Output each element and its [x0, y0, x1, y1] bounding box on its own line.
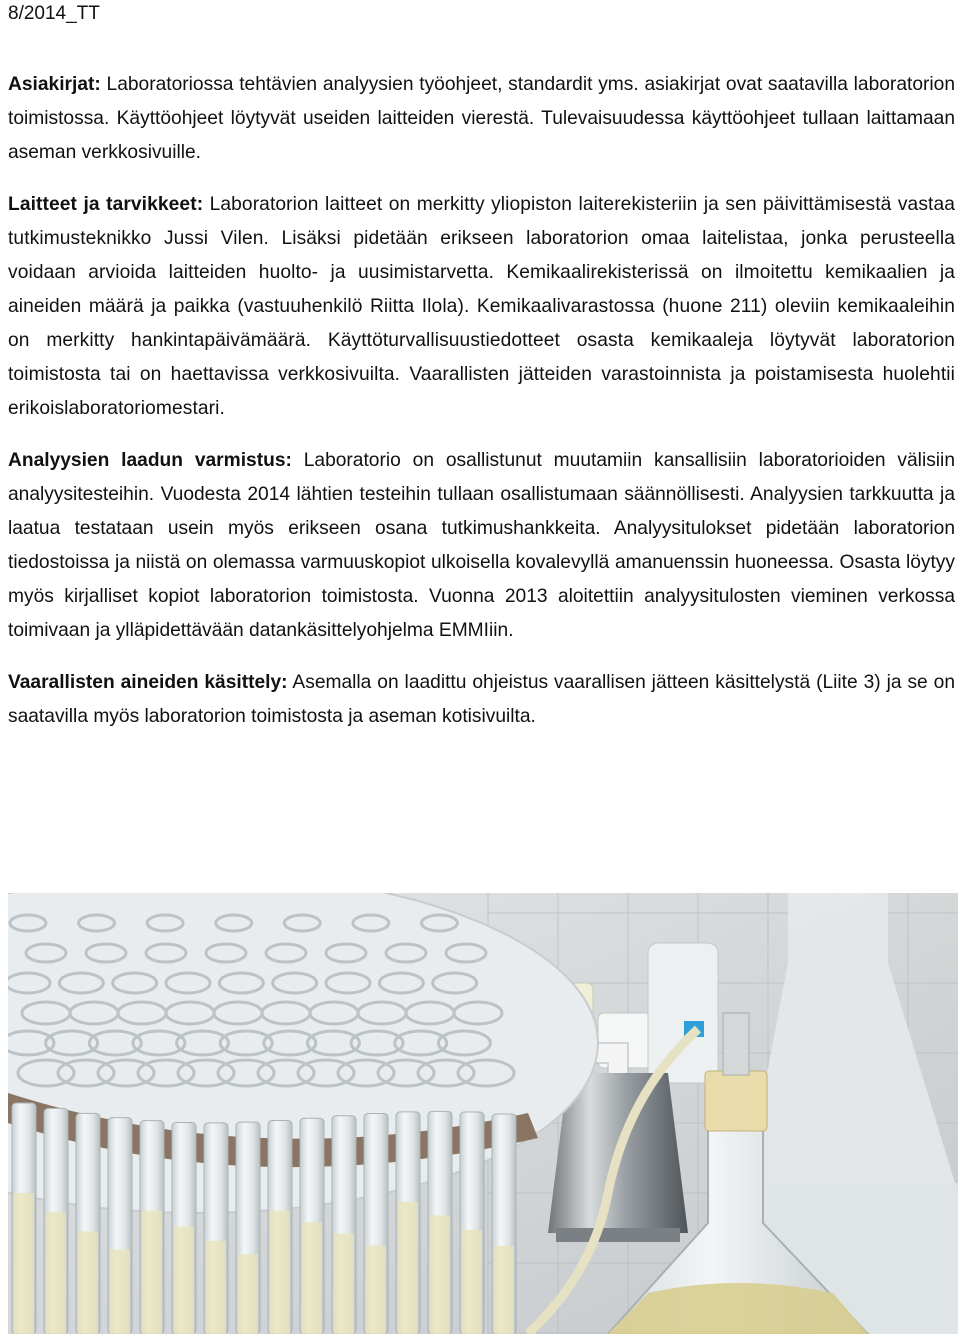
glass-tube: [723, 1013, 749, 1075]
paragraph-text: Laboratoriossa tehtävien analyysien työohjeet, standardit yms. asiakirjat ovat saatavilla laboratorion toimistossa. Käyttöohjeet löytyvät useiden laitteiden vierestä. Tulevaisuudessa käyttöohjeet tullaan laittamaan aseman verkkosivuille.: [8, 74, 955, 163]
paragraph-quality-assurance: [8, 444, 955, 648]
paragraph-heading: Analyysien laadun varmistus:: [8, 450, 292, 471]
paragraph-text: Laboratorion laitteet on merkitty yliopiston laiterekisteriin ja sen päivittämisestä vastaa tutkimusteknikko Jussi Vilen. Lisäksi pidetään erikseen laboratorion omaa laitelistaa, jonka perusteella voidaan arvioida laitteiden huolto- ja uusimistarvetta. Kemikaalirekisterissä on ilmoitettu kemikaalien ja aineiden määrä ja paikka (vastuuhenkilö Riitta Ilola). Kemikaalivarastossa (huone 211) oleviin kemikaaleihin on merkitty hankintapäivämäärä. Käyttöturvallisuustiedotteet osasta kemikaaleja löytyvät laboratorion toimistosta tai on haettavissa verkkosivuilta. Vaarallisten jätteiden varastoinnista ja poistamisesta huolehtii erikoislaboratoriomestari.: [8, 194, 955, 419]
paragraph-equipment: [8, 188, 955, 426]
paragraph-hazardous-substances: [8, 666, 955, 734]
laboratory-photo-illustration: [8, 893, 958, 1334]
paragraph-heading: Vaarallisten aineiden käsittely:: [8, 672, 288, 693]
document-body: [8, 68, 955, 734]
flask-stopper: [705, 1071, 767, 1131]
paragraph-documents: [8, 68, 955, 170]
paragraph-text: Asemalla on laadittu ohjeistus vaarallisen jätteen käsittelystä (Liite 3) ja se on saatavilla myös laboratorion toimistosta ja aseman kotisivuilta.: [8, 672, 955, 727]
document-code: 8/2014_TT: [8, 3, 100, 24]
paragraph-heading: Asiakirjat:: [8, 74, 101, 95]
laboratory-photo: [8, 893, 958, 1334]
paragraph-heading: Laitteet ja tarvikkeet:: [8, 194, 204, 215]
paragraph-text: Laboratorio on osallistunut muutamiin kansallisiin laboratorioiden välisiin analyysitesteihin. Vuodesta 2014 lähtien testeihin tullaan osallistumaan säännöllisesti. Analyysien tarkkuutta ja laatua testataan usein myös erikseen osana tutkimushankkeita. Analyysitulokset pidetään laboratorion tiedostoissa ja niistä on olemassa varmuuskopiot ulkoisella kovalevyllä amanuenssin huoneessa. Osasta löytyy myös kirjalliset kopiot laboratorion toimistosta. Vuonna 2013 aloitettiin analyysitulosten vieminen verkossa toimivaan ja ylläpidettävään datankäsittelyohjelma EMMIiin.: [8, 450, 955, 641]
